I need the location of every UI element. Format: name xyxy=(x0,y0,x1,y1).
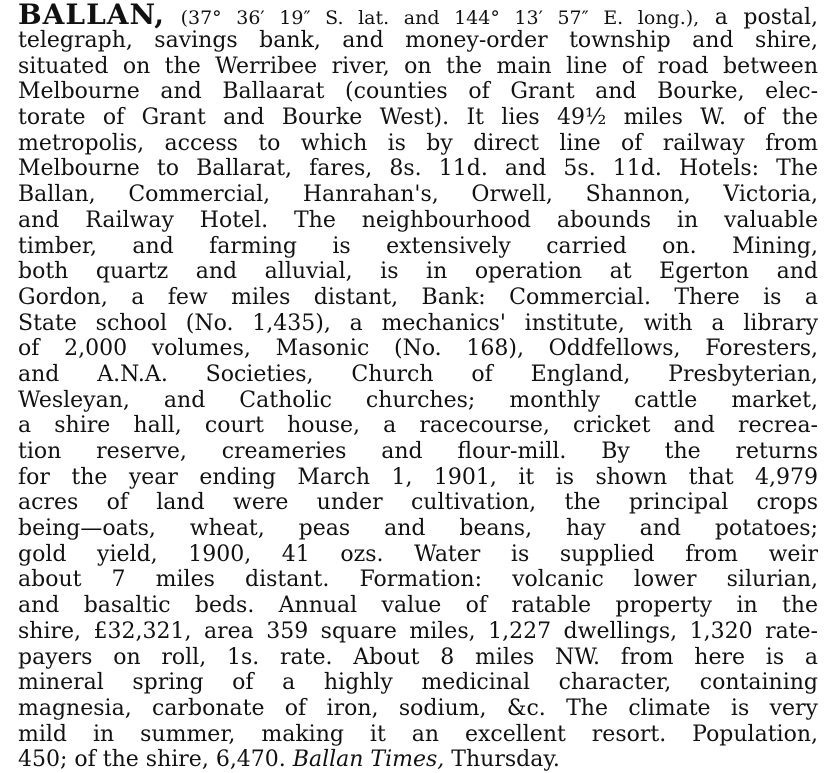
entry-line-24: and basaltic beds. Annual value of ratable property in the xyxy=(18,593,818,619)
entry-line-23: about 7 miles distant. Formation: volcanic lower silurian, xyxy=(18,567,818,593)
entry-line-10: timber, and farming is extensively carried on. Mining, xyxy=(18,233,818,259)
entry-line-11: both quartz and alluvial, is in operation at Egerton and xyxy=(18,259,818,285)
entry-line-8: Ballan, Commercial, Hanrahan's, Orwell, Shannon, Victoria, xyxy=(18,182,818,208)
entry-line-20: acres of land were under cultivation, the principal crops xyxy=(18,490,818,516)
entry-line-5: torate of Grant and Bourke West). It lies 49½ miles W. of the xyxy=(18,105,818,131)
newspaper-title: Ballan Times, xyxy=(292,747,445,773)
entry-line-25: shire, £32,321, area 359 square miles, 1,227 dwellings, 1,320 rate- xyxy=(18,618,818,644)
entry-line-12: Gordon, a few miles distant, Bank: Commercial. There is a xyxy=(18,284,818,310)
entry-line-3: situated on the Werribee river, on the main line of road between xyxy=(18,53,818,79)
entry-line-16: Wesleyan, and Catholic churches; monthly cattle market, xyxy=(18,387,818,413)
entry-line-7: Melbourne to Ballarat, fares, 8s. 11d. and 5s. 11d. Hotels: The xyxy=(18,156,818,182)
entry-line-30 xyxy=(18,747,818,773)
entry-line-21: being—oats, wheat, peas and beans, hay and potatoes; xyxy=(18,516,818,542)
entry-line-22: gold yield, 1900, 41 ozs. Water is supplied from weir xyxy=(18,541,818,567)
entry-line-4: Melbourne and Ballaarat (counties of Grant and Bourke, elec- xyxy=(18,79,818,105)
entry-line-13: State school (No. 1,435), a mechanics' institute, with a library xyxy=(18,310,818,336)
entry-line-9: and Railway Hotel. The neighbourhood abounds in valuable xyxy=(18,207,818,233)
entry-line-18: tion reserve, creameries and flour-mill. By the returns xyxy=(18,439,818,464)
coordinates: (37° 36′ 19″ S. lat. and 144° 13′ 57″ E. long.), xyxy=(180,7,700,29)
entry-line-27: mineral spring of a highly medicinal character, containing xyxy=(18,670,818,696)
entry-line-30-text: 450; of the shire, 6,470. xyxy=(18,747,293,773)
gazetteer-entry xyxy=(18,0,818,773)
entry-line-17: a shire hall, court house, a racecourse, cricket and recrea- xyxy=(18,413,818,439)
entry-line-2: telegraph, savings bank, and money-order township and shire, xyxy=(18,28,818,53)
headword: BALLAN, xyxy=(18,0,166,31)
entry-line-28: magnesia, carbonate of iron, sodium, &c. The climate is very xyxy=(18,695,818,721)
entry-line-19: for the year ending March 1, 1901, it is shown that 4,979 xyxy=(18,464,818,490)
entry-line-6: metropolis, access to which is by direct line of railway from xyxy=(18,130,818,156)
entry-line-1 xyxy=(18,0,818,31)
entry-line-26: payers on roll, 1s. rate. About 8 miles NW. from here is a xyxy=(18,644,818,670)
entry-line-29: mild in summer, making it an excellent resort. Population, xyxy=(18,721,818,747)
entry-line-14: of 2,000 volumes, Masonic (No. 168), Oddfellows, Foresters, xyxy=(18,336,818,362)
entry-line-30-end: Thursday. xyxy=(444,747,560,773)
entry-line-15: and A.N.A. Societies, Church of England, Presbyterian, xyxy=(18,361,818,387)
entry-line-1-text: a postal, xyxy=(699,5,818,30)
